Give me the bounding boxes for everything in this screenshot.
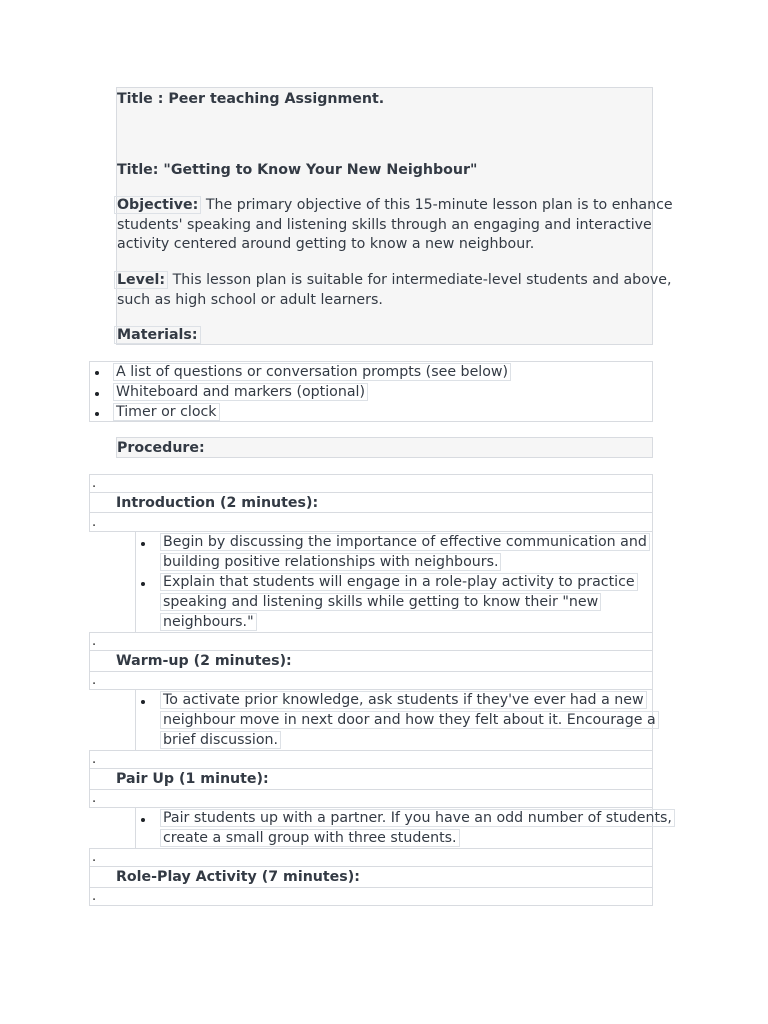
header-block [116, 87, 673, 345]
intro-bullet-1-line-1: Begin by discussing the importance of effective communication and [163, 532, 650, 552]
separator-dot: . [92, 515, 97, 530]
lesson-title: Title: "Getting to Know Your New Neighbour" [117, 162, 478, 178]
separator-row [89, 750, 653, 769]
procedure-label: Procedure: [117, 440, 205, 456]
level-line-1: Level: This lesson plan is suitable for intermediate-level students and above, [117, 270, 672, 290]
separator-dot: . [92, 850, 97, 865]
separator-row [89, 848, 653, 867]
separator-row [89, 512, 653, 532]
assignment-title: Title : Peer teaching Assignment. [117, 91, 385, 107]
pairup-heading: Pair Up (1 minute): [116, 771, 269, 787]
material-item-3: Timer or clock [116, 402, 220, 422]
pairup-bullet-line-2: create a small group with three students. [163, 828, 460, 848]
separator-dot: . [92, 634, 97, 649]
bullet-icon [141, 542, 145, 546]
objective-line-1: Objective: The primary objective of this 15-minute lesson plan is to enhance [117, 195, 673, 215]
intro-bullet-2-line-3: neighbours." [163, 612, 257, 632]
roleplay-heading: Role-Play Activity (7 minutes): [116, 869, 360, 885]
materials-label: Materials: [117, 325, 201, 345]
materials-list [89, 361, 653, 422]
level-label: Level: [114, 271, 168, 289]
bullet-icon [141, 700, 145, 704]
warmup-bullet-line-1: To activate prior knowledge, ask students if they've ever had a new [163, 690, 647, 710]
intro-bullet-1-line-2: building positive relationships with neighbours. [163, 552, 501, 572]
material-item-1: A list of questions or conversation prompts (see below) [116, 362, 511, 382]
intro-heading: Introduction (2 minutes): [116, 495, 319, 511]
objective-line-3: activity centered around getting to know a new neighbour. [117, 236, 535, 252]
separator-row [89, 474, 653, 493]
objective-label: Objective: [114, 196, 201, 214]
bullet-icon [141, 818, 145, 822]
separator-dot: . [92, 673, 97, 688]
intro-bullet-2-line-2: speaking and listening skills while getting to know their "new [163, 592, 601, 612]
pairup-bullet-line-1: Pair students up with a partner. If you have an odd number of students, [163, 808, 675, 828]
separator-dot: . [92, 889, 97, 904]
bullet-icon [95, 371, 99, 375]
separator-row [89, 789, 653, 808]
bullet-icon [95, 412, 99, 416]
separator-dot: . [92, 791, 97, 806]
procedure-heading-row [116, 437, 653, 458]
level-line-2: such as high school or adult learners. [117, 292, 383, 308]
bullet-icon [141, 582, 145, 586]
separator-row [89, 887, 653, 906]
intro-bullet-2-line-1: Explain that students will engage in a role-play activity to practice [163, 572, 638, 592]
material-item-2: Whiteboard and markers (optional) [116, 382, 368, 402]
warmup-heading: Warm-up (2 minutes): [116, 653, 292, 669]
bullet-icon [95, 392, 99, 396]
objective-line-2: students' speaking and listening skills through an engaging and interactive [117, 217, 652, 233]
warmup-bullet-line-2: neighbour move in next door and how they felt about it. Encourage a [163, 710, 659, 730]
separator-dot: . [92, 752, 97, 767]
warmup-bullet-line-3: brief discussion. [163, 730, 281, 750]
separator-row [89, 632, 653, 651]
separator-row [89, 671, 653, 690]
separator-dot: . [92, 476, 97, 491]
